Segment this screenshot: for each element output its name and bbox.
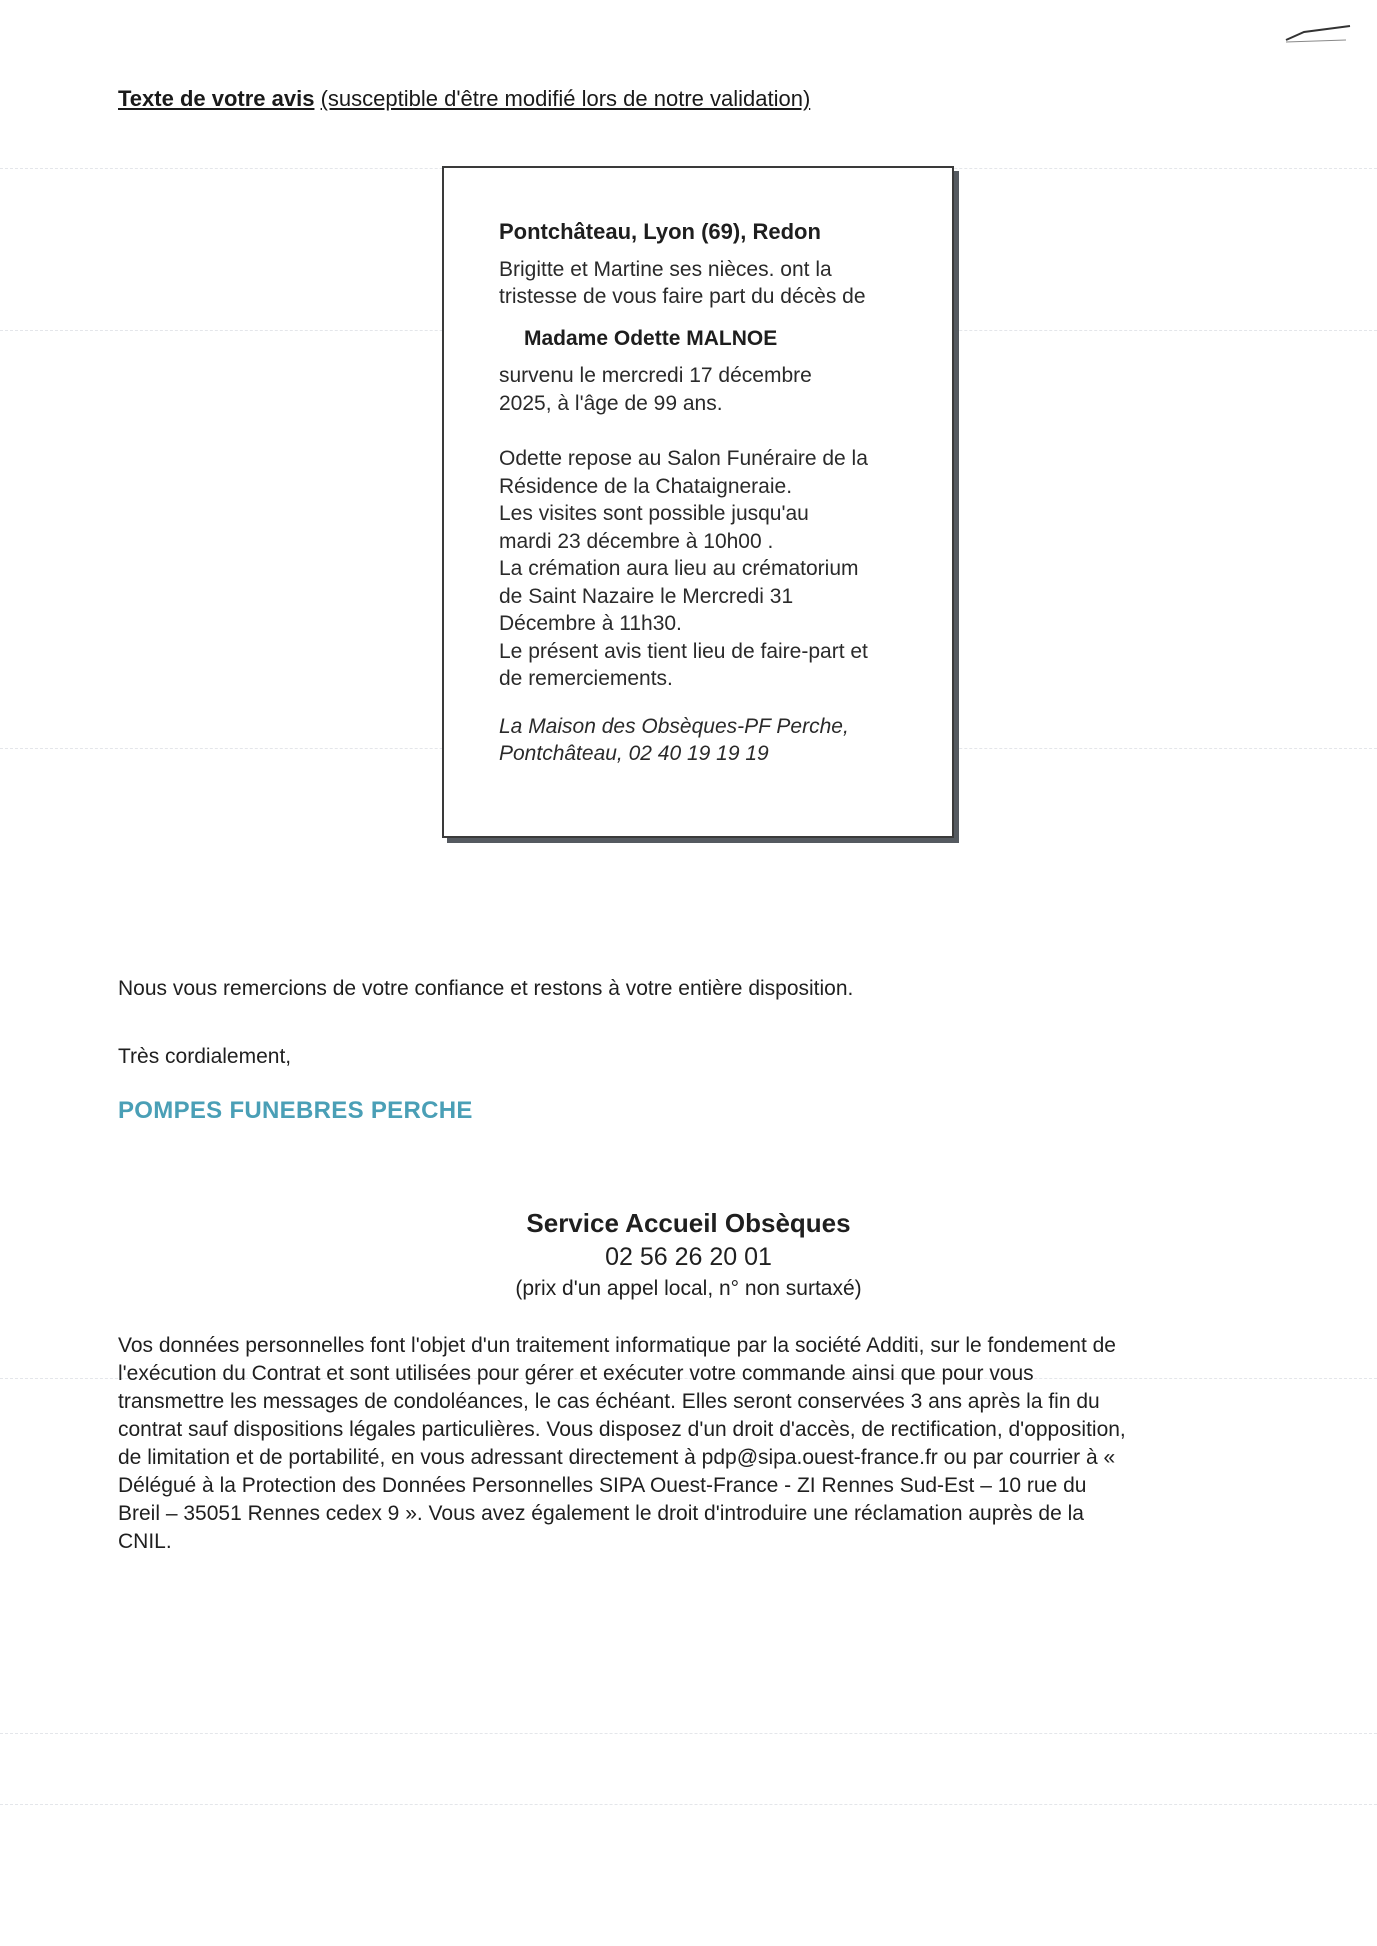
regards-text: Très cordialement,	[118, 1045, 292, 1068]
notice-date	[499, 362, 919, 417]
privacy-line: Vos données personnelles font l'objet d'un traitement informatique par la société Additi, sur le fondement de	[118, 1334, 1116, 1357]
notice-details-line: La crémation aura lieu au crématorium	[499, 557, 859, 580]
privacy-line: CNIL.	[118, 1530, 172, 1553]
notice-details-line: Les visites sont possible jusqu'au	[499, 502, 809, 525]
notice-details-line: Le présent avis tient lieu de faire-part et	[499, 639, 868, 663]
page-title	[118, 86, 810, 112]
notice-signature-line: La Maison des Obsèques-PF Perche,	[499, 714, 849, 738]
privacy-line: de limitation et de portabilité, en vous adressant directement à pdp@sipa.ouest-france.fr ou par courrier à «	[118, 1446, 1116, 1469]
notice-details-line: Odette repose au Salon Funéraire de la	[499, 447, 868, 470]
scan-artifact-line	[0, 1733, 1377, 1734]
notice-details-line: Résidence de la Chataigneraie.	[499, 474, 793, 498]
service-title: Service Accueil Obsèques	[526, 1208, 851, 1238]
privacy-paragraph	[118, 1332, 1278, 1556]
notice-signature-line: Pontchâteau, 02 40 19 19 19	[499, 742, 769, 765]
notice-intro-line: tristesse de vous faire part du décès de	[499, 285, 866, 308]
notice-intro	[499, 256, 919, 311]
notice-intro-line: Brigitte et Martine ses nièces. ont la	[499, 257, 832, 281]
privacy-line: transmettre les messages de condoléances, le cas échéant. Elles seront conservées 3 ans après la fin du	[118, 1390, 1100, 1413]
notice-places: Pontchâteau, Lyon (69), Redon	[499, 219, 821, 244]
title-note: (susceptible d'être modifié lors de notre validation)	[320, 86, 811, 111]
thanks-text: Nous vous remercions de votre confiance et restons à votre entière disposition.	[118, 977, 854, 1000]
scan-artifact-line	[0, 1804, 1377, 1805]
service-note: (prix d'un appel local, n° non surtaxé)	[515, 1277, 862, 1300]
notice-details-line: de remerciements.	[499, 667, 673, 690]
notice-details-line: de Saint Nazaire le Mercredi 31	[499, 584, 794, 608]
deceased-name: Madame Odette MALNOE	[524, 326, 778, 350]
privacy-line: l'exécution du Contrat et sont utilisées pour gérer et exécuter votre commande ainsi que pour vous	[118, 1362, 1034, 1385]
privacy-line: Breil – 35051 Rennes cedex 9 ». Vous avez également le droit d'introduire une réclamation auprès de la	[118, 1502, 1084, 1525]
service-phone: 02 56 26 20 01	[605, 1243, 772, 1271]
notice-content	[499, 218, 919, 768]
notice-date-line: survenu le mercredi 17 décembre	[499, 364, 812, 387]
notice-details-line: mardi 23 décembre à 10h00 .	[499, 529, 774, 553]
notice-date-line: 2025, à l'âge de 99 ans.	[499, 391, 723, 415]
company-name: POMPES FUNEBRES PERCHE	[118, 1097, 473, 1124]
obituary-notice-box	[442, 166, 954, 838]
notice-details-line: Décembre à 11h30.	[499, 612, 682, 635]
privacy-line: contrat sauf dispositions légales particulières. Vous disposez d'un droit d'accès, de rectification, d'opposition,	[118, 1418, 1126, 1441]
title-main: Texte de votre avis	[118, 86, 315, 111]
notice-signature	[499, 713, 919, 768]
pen-stroke-mark	[1284, 18, 1354, 48]
notice-details	[499, 445, 919, 693]
privacy-line: Délégué à la Protection des Données Personnelles SIPA Ouest-France - ZI Rennes Sud-Est – 10 rue du	[118, 1474, 1087, 1497]
